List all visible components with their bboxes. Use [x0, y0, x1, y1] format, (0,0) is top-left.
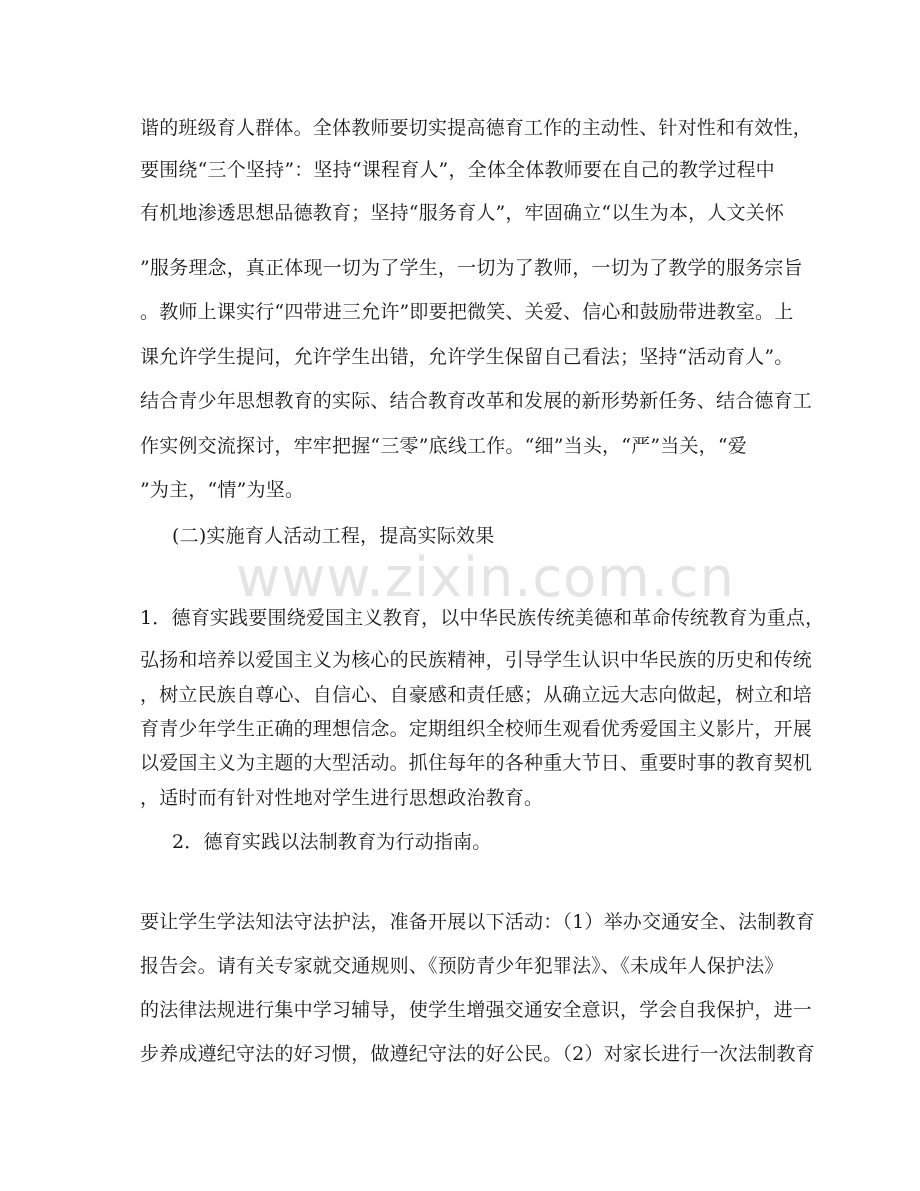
paragraph-1-line: 课允许学生提问，允许学生出错，允许学生保留自己看法；坚持“活动育人”。 [140, 346, 794, 368]
paragraph-3-line: 以爱国主义为主题的大型活动。抓住每年的各种重大节日、重要时事的教育契机 [140, 752, 813, 774]
paragraph-1-line: 要围绕“三个坚持”：坚持“课程育人”，全体全体教师要在自己的教学过程中 [140, 159, 775, 181]
paragraph-1-line: 。教师上课实行“四带进三允许”即要把微笑、关爱、信心和鼓励带进教室。上 [140, 301, 794, 323]
watermark-text: www.zixin.com.cn [236, 546, 735, 609]
paragraph-4-line: 要让学生学法知法守法护法，准备开展以下活动：（1）举办交通安全、法制教育 [140, 911, 815, 933]
list-item-2: 2．德育实践以法制教育为行动指南。 [172, 831, 492, 853]
paragraph-4-line: 报告会。请有关专家就交通规则、《预防青少年犯罪法》、《未成年人保护法》 [140, 955, 784, 977]
paragraph-1-line: 作实例交流探讨，牢牢把握“三零”底线工作。“细”当头，“严”当关，“爱 [140, 435, 747, 457]
paragraph-1-line: 谐的班级育人群体。全体教师要切实提高德育工作的主动性、针对性和有效性， [140, 117, 813, 139]
section-heading: (二)实施育人活动工程，提高实际效果 [172, 525, 495, 547]
paragraph-3-line: ，适时而有针对性地对学生进行思想政治教育。 [140, 787, 544, 809]
paragraph-4-line: 步养成遵纪守法的好习惯，做遵纪守法的好公民。（2）对家长进行一次法制教育 [140, 1043, 815, 1065]
paragraph-3-line: 弘扬和培养以爱国主义为核心的民族精神，引导学生认识中华民族的历史和传统 [140, 649, 813, 671]
paragraph-1-line: 有机地渗透思想品德教育；坚持“服务育人”，牢固确立“以生为本，人文关怀 [140, 202, 785, 224]
paragraph-1-line: ”为主，“情”为坚。 [140, 479, 305, 501]
paragraph-1-line: ”服务理念，真正体现一切为了学生，一切为了教师，一切为了教学的服务宗旨 [140, 257, 803, 279]
paragraph-3-line: 育青少年学生正确的理想信念。定期组织全校师生观看优秀爱国主义影片，开展 [140, 718, 813, 740]
paragraph-1-line: 结合青少年思想教育的实际、结合教育改革和发展的新形势新任务、结合德育工 [140, 390, 813, 412]
paragraph-4-line: 的法律法规进行集中学习辅导，使学生增强交通安全意识，学会自我保护，进一 [140, 999, 813, 1021]
paragraph-3-line: ，树立民族自尊心、自信心、自豪感和责任感；从确立远大志向做起，树立和培 [140, 684, 813, 706]
paragraph-3-line: 1．德育实践要围绕爱国主义教育，以中华民族传统美德和革命传统教育为重点， [140, 607, 825, 629]
